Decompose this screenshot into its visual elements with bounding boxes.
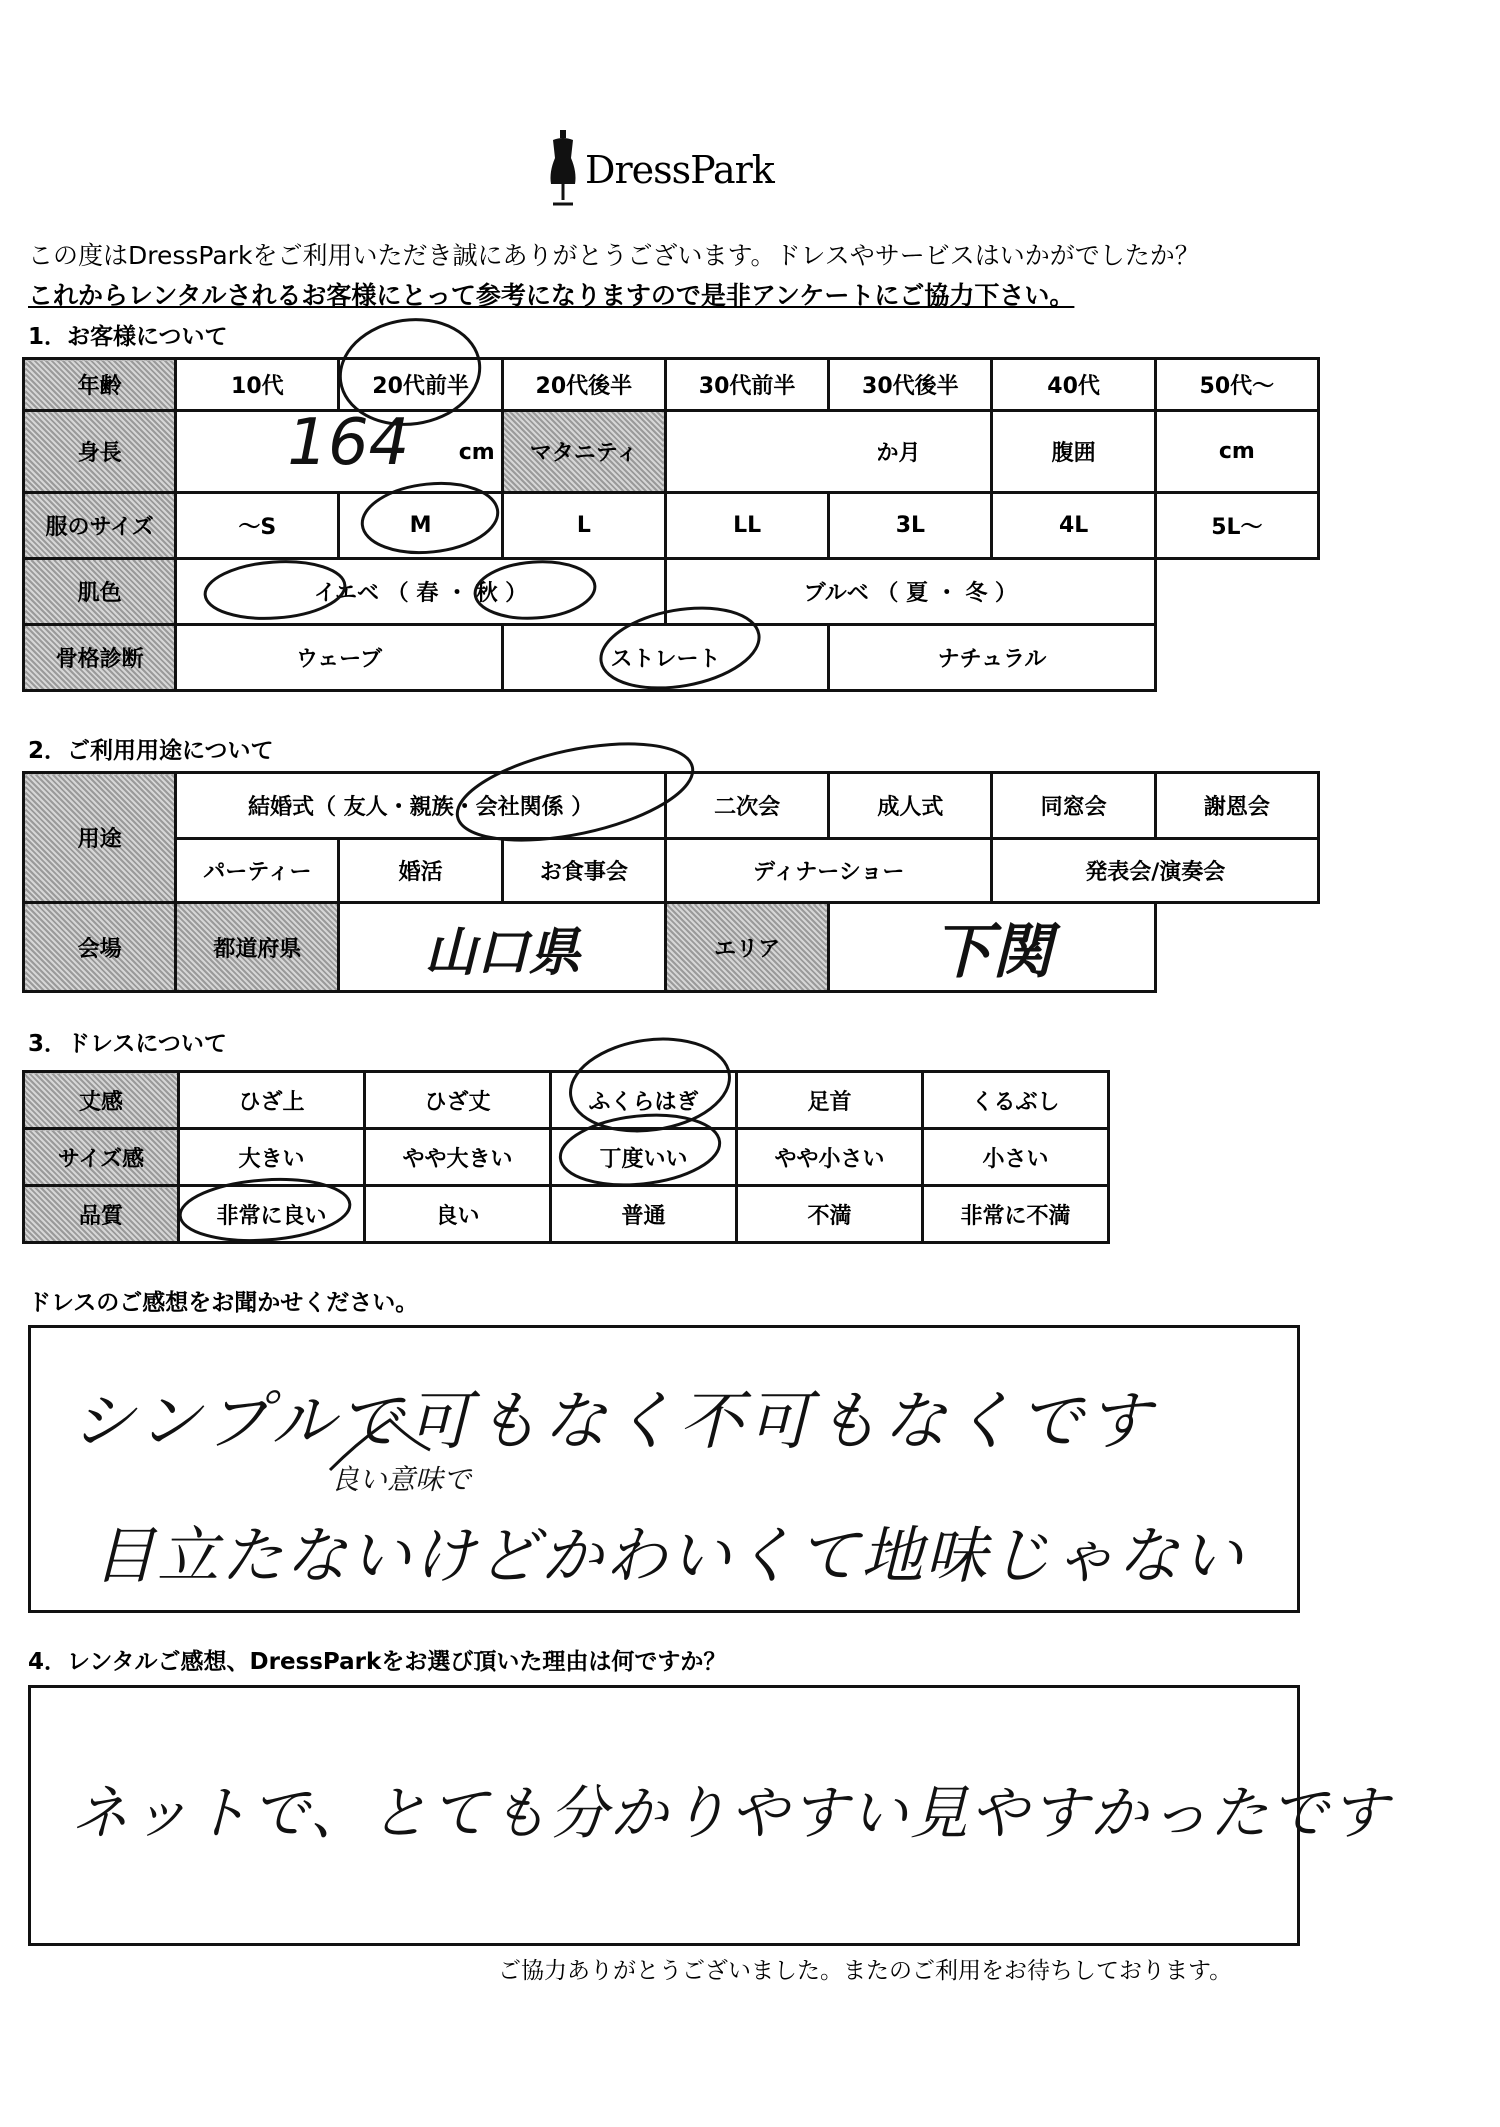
- age-option[interactable]: 20代前半: [339, 359, 502, 411]
- usage-option[interactable]: お食事会: [502, 839, 665, 903]
- length-option[interactable]: ふくらはぎ: [551, 1072, 737, 1129]
- frame-header: 骨格診断: [24, 625, 176, 691]
- usage-option[interactable]: 結婚式（ 友人・親族・会社関係 ）: [176, 773, 666, 839]
- quality-option[interactable]: 非常に良い: [179, 1186, 365, 1243]
- intro-line-2: これからレンタルされるお客様にとって参考になりますので是非アンケートにご協力下さい。: [28, 281, 1075, 310]
- quality-option[interactable]: 非常に不満: [923, 1186, 1109, 1243]
- usage-row-2: [24, 839, 1319, 903]
- size-option[interactable]: ～S: [176, 493, 339, 559]
- dress-form-icon: [545, 128, 581, 208]
- closing-message: ご協力ありがとうございました。またのご利用をお待ちしております。: [498, 1958, 1233, 1984]
- blank-cell: [1155, 559, 1318, 625]
- quality-option[interactable]: 良い: [365, 1186, 551, 1243]
- height-row: [24, 411, 1319, 493]
- usage-option[interactable]: 発表会/演奏会: [992, 839, 1319, 903]
- section-4-title: 4．レンタルご感想、DressParkをお選び頂いた理由は何ですか？: [28, 1649, 727, 1675]
- dresspark-logo: [545, 128, 785, 208]
- usage-option[interactable]: 成人式: [829, 773, 992, 839]
- frame-option[interactable]: ストレート: [502, 625, 829, 691]
- prefecture-value[interactable]: 山口県: [339, 903, 666, 992]
- fit-header: サイズ感: [24, 1129, 179, 1186]
- length-row: [24, 1072, 1109, 1129]
- size-row: [24, 493, 1319, 559]
- height-field[interactable]: [176, 406, 503, 493]
- fit-option[interactable]: 丁度いい: [551, 1129, 737, 1186]
- intro-line-1: この度はDressParkをご利用いただき誠にありがとうございます。ドレスやサービスはいかがでしたか？: [28, 241, 1200, 270]
- height-unit: cm: [458, 440, 495, 465]
- impressions-line-1: シンプルで可もなく不可もなくです: [71, 1385, 1155, 1459]
- skin-blue-option[interactable]: ブルベ （ 夏 ・ 冬 ）: [665, 559, 1155, 625]
- fit-option[interactable]: 小さい: [923, 1129, 1109, 1186]
- fit-row: [24, 1129, 1109, 1186]
- age-option[interactable]: 20代後半: [502, 359, 665, 411]
- venue-row: [24, 903, 1319, 992]
- quality-option[interactable]: 不満: [737, 1186, 923, 1243]
- height-header: 身長: [24, 411, 176, 493]
- maternity-header: マタニティ: [502, 411, 665, 493]
- waist-unit[interactable]: cm: [1155, 411, 1318, 493]
- size-option[interactable]: LL: [665, 493, 828, 559]
- impressions-title: ドレスのご感想をお聞かせください。: [28, 1290, 419, 1316]
- size-option[interactable]: M: [339, 493, 502, 559]
- impressions-note: 良い意味で: [331, 1463, 472, 1496]
- section-2-title: 2．ご利用用途について: [28, 738, 274, 764]
- usage-option[interactable]: ディナーショー: [665, 839, 992, 903]
- impressions-box[interactable]: [28, 1325, 1300, 1613]
- usage-header: 用途: [24, 773, 176, 903]
- waist-label: 腹囲: [992, 411, 1155, 493]
- section-3-title: 3．ドレスについて: [28, 1031, 227, 1057]
- area-value[interactable]: 下関: [829, 903, 1156, 992]
- reason-answer: ネットで、とても分かりやすい見やすかったです: [71, 1779, 1390, 1847]
- usage-option[interactable]: 同窓会: [992, 773, 1155, 839]
- length-option[interactable]: くるぶし: [923, 1072, 1109, 1129]
- age-option[interactable]: 30代後半: [829, 359, 992, 411]
- usage-row-1: [24, 773, 1319, 839]
- age-option[interactable]: 10代: [176, 359, 339, 411]
- venue-header: 会場: [24, 903, 176, 992]
- height-value: 164: [287, 406, 410, 480]
- size-option[interactable]: 3L: [829, 493, 992, 559]
- size-option[interactable]: L: [502, 493, 665, 559]
- fit-option[interactable]: 大きい: [179, 1129, 365, 1186]
- usage-table: [22, 771, 1320, 993]
- quality-option[interactable]: 普通: [551, 1186, 737, 1243]
- skin-row: [24, 559, 1319, 625]
- customer-table: [22, 357, 1320, 692]
- blank-cell: [1155, 625, 1318, 691]
- frame-option[interactable]: ナチュラル: [829, 625, 1156, 691]
- age-option[interactable]: 50代～: [1155, 359, 1318, 411]
- frame-row: [24, 625, 1319, 691]
- size-header: 服のサイズ: [24, 493, 176, 559]
- quality-row: [24, 1186, 1109, 1243]
- maternity-months[interactable]: か月: [665, 411, 992, 493]
- area-header: エリア: [665, 903, 828, 992]
- usage-option[interactable]: 謝恩会: [1155, 773, 1318, 839]
- fit-option[interactable]: やや大きい: [365, 1129, 551, 1186]
- prefecture-header: 都道府県: [176, 903, 339, 992]
- age-option[interactable]: 30代前半: [665, 359, 828, 411]
- length-option[interactable]: ひざ上: [179, 1072, 365, 1129]
- usage-option[interactable]: 婚活: [339, 839, 502, 903]
- quality-header: 品質: [24, 1186, 179, 1243]
- fit-option[interactable]: やや小さい: [737, 1129, 923, 1186]
- blank-cell: [1155, 903, 1318, 992]
- usage-option[interactable]: 二次会: [665, 773, 828, 839]
- section-1-title: 1．お客様について: [28, 324, 228, 350]
- length-option[interactable]: ひざ丈: [365, 1072, 551, 1129]
- logo-text: DressPark: [585, 148, 774, 192]
- dress-table: [22, 1070, 1110, 1244]
- length-header: 丈感: [24, 1072, 179, 1129]
- size-option[interactable]: 4L: [992, 493, 1155, 559]
- age-option[interactable]: 40代: [992, 359, 1155, 411]
- reason-box[interactable]: [28, 1685, 1390, 1946]
- usage-option[interactable]: パーティー: [176, 839, 339, 903]
- age-row: [24, 359, 1319, 411]
- impressions-line-2: 目立たないけどかわいくて地味じゃない: [93, 1519, 1246, 1592]
- age-header: 年齢: [24, 359, 176, 411]
- skin-header: 肌色: [24, 559, 176, 625]
- frame-option[interactable]: ウェーブ: [176, 625, 503, 691]
- skin-yellow-option[interactable]: イエベ （ 春 ・ 秋 ）: [176, 559, 666, 625]
- length-option[interactable]: 足首: [737, 1072, 923, 1129]
- size-option[interactable]: 5L～: [1155, 493, 1318, 559]
